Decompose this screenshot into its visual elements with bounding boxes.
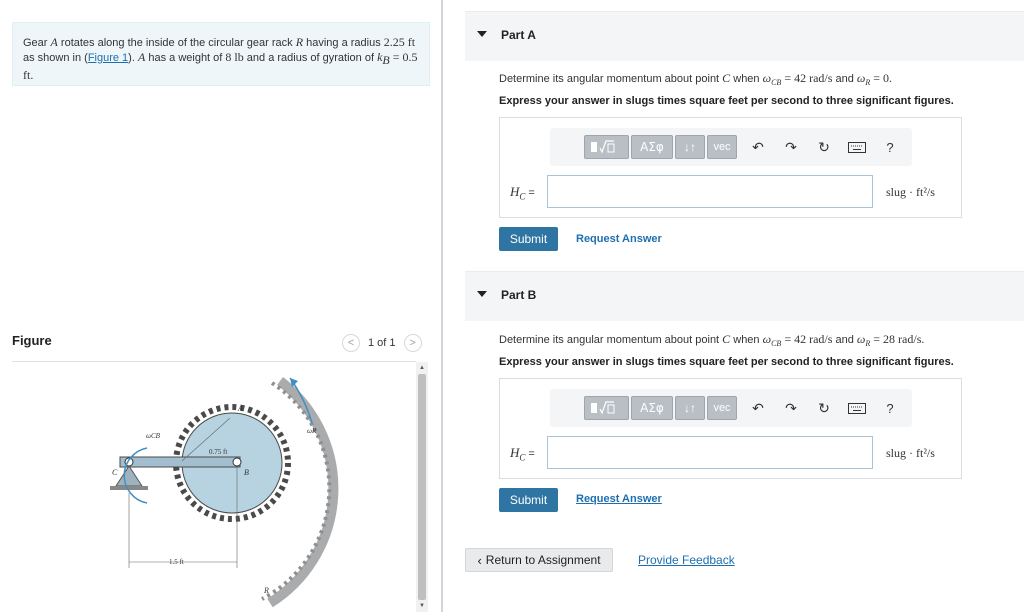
help-icon[interactable]: ? [886,400,894,416]
pin-b [233,458,241,466]
figure-link[interactable]: Figure 1 [87,52,129,64]
omega-subscript: CB [771,78,782,88]
part-a-header[interactable] [465,11,1024,61]
omega-subscript: CB [771,339,782,349]
answer-symbol: H [510,445,520,460]
weight-value: 8 lb [225,50,244,64]
problem-text: and a radius of gyration of [243,52,378,64]
part-a-answer-input[interactable] [547,175,873,208]
subscript-superscript-button[interactable]: ↓↑ [675,135,705,159]
question-text: and [832,73,857,85]
undo-icon[interactable]: ↶ [752,399,764,416]
left-panel [0,0,441,612]
part-b-submit-button[interactable]: Submit [499,488,558,512]
question-text: when [730,73,763,85]
problem-text: having a radius [303,37,384,49]
part-b-request-answer-link[interactable]: Request Answer [576,493,662,505]
column-divider [441,0,443,612]
omega-cb-label: ωCB [146,432,160,440]
pager-count: 1 of 1 [368,337,396,349]
answer-label [510,445,535,463]
scroll-down-icon[interactable]: ▼ [419,603,425,609]
gear-rack [270,381,333,603]
problem-text: as shown in ( [23,52,88,64]
part-a-request-answer-link[interactable]: Request Answer [576,233,662,245]
point-c-label: C [112,468,118,477]
question-text: when [730,334,763,346]
omega-value: = 0. [870,71,893,85]
part-b-answer-input[interactable] [547,436,873,469]
figure-scrollbar[interactable] [416,362,428,612]
part-b-header[interactable] [465,271,1024,321]
part-b-answer-box [499,378,962,479]
answer-symbol: H [510,184,520,199]
redo-icon[interactable]: ↷ [785,138,797,155]
figure-image [12,363,416,612]
answer-units: slug · ft²/s [886,185,935,199]
gear-symbol: A [137,50,146,64]
math-toolbar [550,128,912,166]
reset-icon[interactable]: ↻ [818,138,830,155]
part-a-label: Part A [501,28,536,42]
omega-subscript: R [865,78,871,88]
omega-value: = 42 rad/s [781,332,833,346]
answer-label [510,184,535,202]
omega-r-label: ωR [307,427,317,435]
ground [110,486,148,490]
omega-symbol: ω [762,71,772,85]
equals-sign: = [528,448,535,460]
undo-icon[interactable]: ↶ [752,138,764,155]
point-symbol: C [722,332,731,346]
chevron-left-icon: ‹ [477,552,482,568]
next-figure-button[interactable]: > [404,334,422,352]
kb-symbol: k [377,50,383,64]
gear-a-label: A [238,404,243,413]
scroll-up-icon[interactable]: ▲ [419,365,425,371]
prev-figure-button[interactable]: < [342,334,360,352]
subscript-superscript-button[interactable]: ↓↑ [675,396,705,420]
part-b-instruction: Express your answer in slugs times square feet per second to three significant figures. [499,356,954,368]
part-a-instruction: Express your answer in slugs times square feet per second to three significant figures. [499,95,954,107]
omega-symbol: ω [856,71,866,85]
part-a-question [499,71,892,87]
question-text: Determine its angular momentum about point [499,73,723,85]
template-sqrt-icon [590,139,624,155]
equals-sign: = [528,187,535,199]
radius-value: 2.25 ft [383,35,416,49]
problem-text: ). [128,52,138,64]
problem-statement [12,22,430,86]
part-a-answer-box [499,117,962,218]
reset-icon[interactable]: ↻ [818,399,830,416]
part-b-question [499,332,924,348]
support-c [116,466,142,486]
arm-cb [120,457,240,467]
arm-length-label: 1.5 ft [169,558,184,566]
keyboard-icon[interactable] [845,396,869,420]
templates-button[interactable] [584,396,629,420]
rack-symbol: R [295,35,304,49]
greek-symbols-button[interactable]: ΑΣφ [631,396,673,420]
problem-text: rotates along the inside of the circular gear rack [57,37,296,49]
gear-symbol: A [50,35,58,49]
point-b-label: B [244,468,249,477]
vector-button[interactable]: vec [707,135,737,159]
provide-feedback-link[interactable]: Provide Feedback [638,553,735,567]
template-sqrt-icon [590,400,624,416]
vector-button[interactable]: vec [707,396,737,420]
math-toolbar [550,389,912,427]
kb-value: = 0.5 ft. [23,50,418,83]
answer-subscript: C [519,191,526,202]
return-label: Return to Assignment [485,553,601,567]
part-b-label: Part B [501,288,537,302]
collapse-triangle-icon[interactable] [477,31,487,37]
omega-symbol: ω [762,332,772,346]
divider [12,361,416,362]
question-text: Determine its angular momentum about point [499,334,723,346]
part-a-submit-button[interactable]: Submit [499,227,558,251]
collapse-triangle-icon[interactable] [477,291,487,297]
answer-units: slug · ft²/s [886,446,935,460]
figure-pager [342,334,422,352]
keyboard-icon[interactable] [845,135,869,159]
greek-symbols-button[interactable]: ΑΣφ [631,135,673,159]
templates-button[interactable] [584,135,629,159]
omega-subscript: R [865,339,871,349]
kb-subscript: B [382,53,390,68]
problem-text: has a weight of [145,52,226,64]
question-text: and [832,334,857,346]
redo-icon[interactable]: ↷ [785,399,797,416]
figure-title: Figure [12,333,52,348]
point-symbol: C [722,71,731,85]
return-to-assignment-button[interactable] [465,548,613,572]
omega-value: = 42 rad/s [781,71,833,85]
right-panel [465,0,1024,612]
answer-subscript: C [519,452,526,463]
gear-diagram [12,363,416,612]
help-icon[interactable]: ? [886,139,894,155]
omega-symbol: ω [856,332,866,346]
omega-value: = 28 rad/s. [870,332,925,346]
gear-radius-label: 0.75 ft [209,448,228,456]
problem-text: Gear [23,37,51,49]
rack-r-label: R [264,586,269,595]
scroll-thumb[interactable] [418,374,426,600]
